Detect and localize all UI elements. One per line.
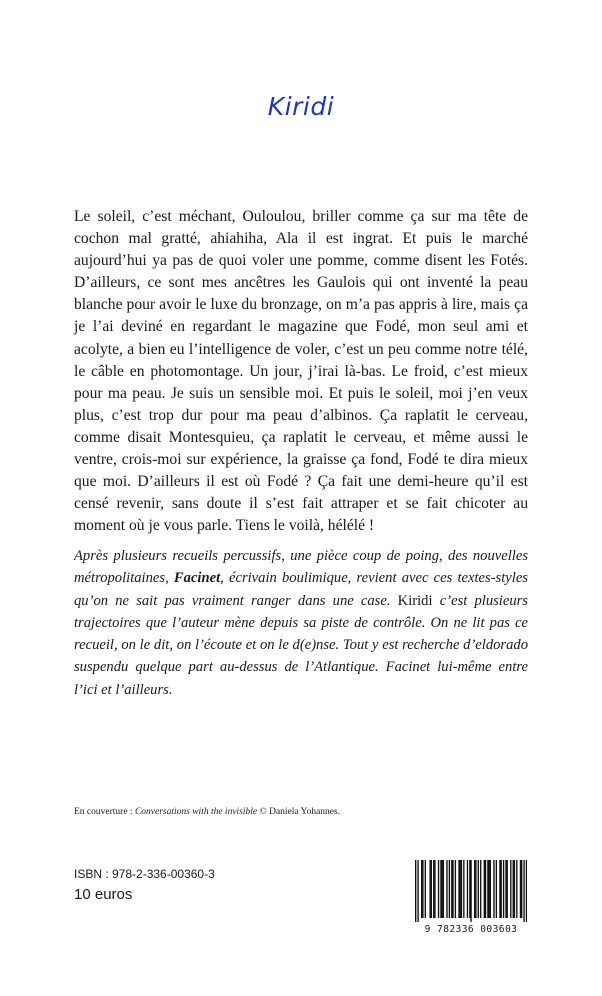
blurb-part-2: , écrivain boulimique, revient avec ces textes-styles qu’on ne sait pas vraiment ranger dans une case. [74, 570, 528, 609]
barcode-bar [469, 860, 470, 918]
barcode-bar [503, 860, 504, 918]
barcode-bar [415, 860, 416, 922]
barcode-bar [493, 860, 494, 918]
book-title: Kiridi [267, 92, 335, 121]
barcode-bar [458, 860, 459, 918]
barcode-bar [496, 860, 497, 918]
barcode-bar [487, 860, 488, 918]
credit-artwork-title: Conversations with the invisible [134, 807, 258, 817]
barcode-number: 9 782336 003603 [424, 924, 518, 935]
barcode-bar [438, 860, 439, 918]
barcode-bar [429, 860, 430, 918]
blurb-part-1: Après plusieurs recueils percussifs, une pièce coup de poing, des nouvelles métropolitaines, [74, 548, 528, 587]
barcode-bar [499, 860, 500, 918]
barcode [415, 860, 527, 936]
barcode-bar [526, 860, 527, 922]
barcode-bar [475, 860, 476, 918]
excerpt-text: Le soleil, c’est méchant, Ouloulou, briller comme ça sur ma tête de cochon mal gratté, ahiahiha, Ala il est ingrat. Et puis le marché aujourd’hui ya pas de quoi voler une pomme, comme disent les Fotés. D’ailleurs, ce sont mes ancêtres les Gaulois qui ont inventé la peau blanche pour avoir le luxe du bronzage, on m’a pas appris à lire, mais ça je l’ai deviné en regardant le magazine que Fodé, mon seul ami et acolyte, a bien eu l’intelligence de voler, c’est un peu comme notre télé, le câble en photomontage. Un jour, j’irai là-bas. Le froid, c’est mieux pour ma peau. Je suis un sensible moi. Et puis le soleil, moi j’en veux plus, c’est trop dur pour ma peau d’albinos. Ça raplatit le cerveau, comme disait Montesquieu, ça raplatit le cerveau, et même aussi le ventre, crois-moi sur expérience, la graisse ça fond, Fodé te dira mieux que moi. D’ailleurs il est où Fodé ? Ça fait une demi-heure qu’il est censé revenir, sans doute il s’est fait attraper et se fait chicoter au moment où je vous parle. Tiens le voilà, hélélé ! [74, 208, 528, 535]
barcode-bar [417, 860, 418, 922]
barcode-bar [440, 860, 441, 918]
barcode-bar [461, 860, 462, 918]
barcode-bar [467, 860, 468, 918]
barcode-bar [505, 860, 506, 918]
barcode-bar [510, 860, 511, 918]
barcode-bars [415, 860, 527, 922]
barcode-bar [523, 860, 524, 922]
barcode-bar [516, 860, 517, 918]
barcode-bar [441, 860, 442, 918]
barcode-bar [449, 860, 450, 918]
barcode-bar [434, 860, 435, 918]
barcode-bar [474, 860, 475, 918]
barcode-bar [470, 860, 471, 922]
blurb-author-name: Facinet [173, 570, 221, 587]
barcode-bar [451, 860, 452, 918]
barcode-bar [443, 860, 444, 918]
blurb-text [74, 545, 528, 701]
barcode-bar [433, 860, 434, 918]
barcode-bar [425, 860, 426, 918]
barcode-bar [455, 860, 456, 918]
isbn-label: ISBN : 978-2-336-00360-3 [74, 867, 215, 881]
barcode-bar [484, 860, 485, 918]
barcode-bar [446, 860, 447, 918]
barcode-bar [513, 860, 514, 918]
cover-credit [74, 807, 340, 817]
barcode-bar [422, 860, 423, 918]
barcode-bar [485, 860, 486, 918]
barcode-bar [452, 860, 453, 918]
barcode-bar [421, 860, 422, 918]
credit-prefix: En couverture : [74, 807, 135, 817]
barcode-bar [521, 860, 522, 918]
barcode-bar [520, 860, 521, 918]
barcode-bar [460, 860, 461, 918]
blurb-part-3: c’est plusieurs trajectoires que l’auteur mène depuis sa piste de contrôle. On ne lit pas ce recueil, on le dit, on l’écoute et on le d(e)nse. Tout y est recherche d’eldorado suspendu quelque part au-dessus de l’Atlantique. Facinet lui-même entre l’ici et l’ailleurs. [74, 592, 528, 698]
barcode-bar [463, 860, 464, 918]
barcode-bar [514, 860, 515, 918]
barcode-bar [507, 860, 508, 918]
credit-suffix: © Daniela Yohannes. [257, 807, 341, 817]
barcode-bar [431, 860, 432, 918]
barcode-bar [488, 860, 489, 918]
barcode-bar [480, 860, 481, 918]
blurb-book-name: Kiridi [397, 592, 433, 609]
barcode-bar [490, 860, 491, 918]
price-label: 10 euros [74, 886, 133, 903]
barcode-bar [478, 860, 479, 918]
barcode-bar [501, 860, 502, 918]
